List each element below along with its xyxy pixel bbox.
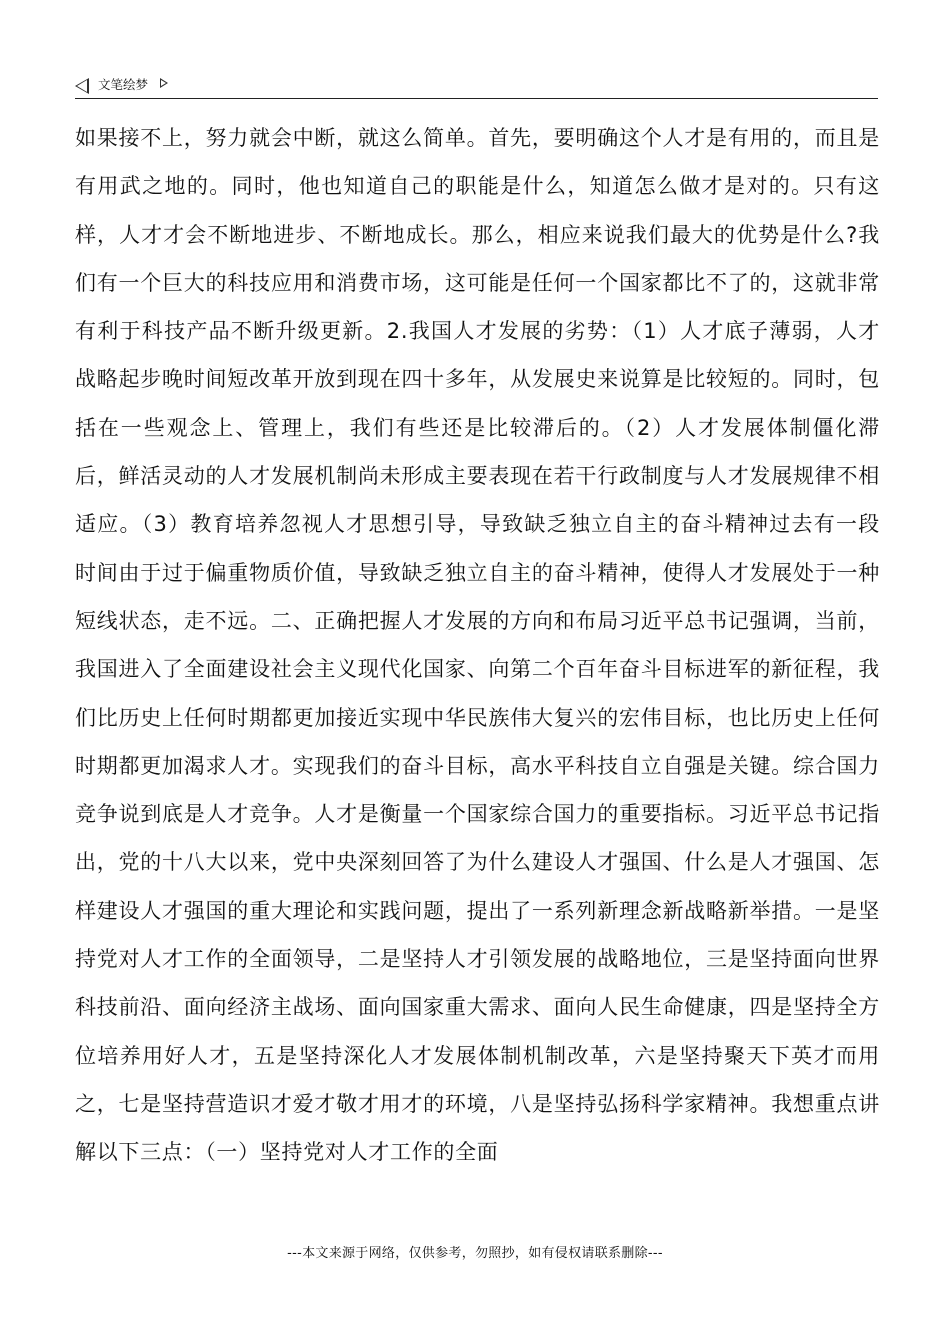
footer-disclaimer: ---本文来源于网络，仅供参考，勿照抄，如有侵权请联系删除--- [287,1246,663,1261]
page-header [75,76,878,99]
triangle-right-icon [160,78,168,88]
triangle-left-icon [75,78,89,94]
body-paragraph: 如果接不上，努力就会中断，就这么简单。首先，要明确这个人才是有用的，而且是有用武之地的。同时，他也知道自己的职能是什么，知道怎么做才是对的。只有这样，人才才会不断地进步、不断地成长。那么，相应来说我们最大的优势是什么?我们有一个巨大的科技应用和消费市场，这可能是任何一个国家都比不了的，这就非常有利于科技产品不断升级更新。2.我国人才发展的劣势：（1）人才底子薄弱，人才战略起步晚时间短改革开放到现在四十多年，从发展史来说算是比较短的。同时，包括在一些观念上、管理上，我们有些还是比较滞后的。（2）人才发展体制僵化滞后，鲜活灵动的人才发展机制尚未形成主要表现在若干行政制度与人才发展规律不相适应。（3）教育培养忽视人才思想引导，导致缺乏独立自主的奋斗精神过去有一段时间由于过于偏重物质价值，导致缺乏独立自主的奋斗精神，使得人才发展处于一种短线状态，走不远。二、正确把握人才发展的方向和布局习近平总书记强调，当前，我国进入了全面建设社会主义现代化国家、向第二个百年奋斗目标进军的新征程，我们比历史上任何时期都更加接近实现中华民族伟大复兴的宏伟目标，也比历史上任何时期都更加渴求人才。实现我们的奋斗目标，高水平科技自立自强是关键。综合国力竞争说到底是人才竞争。人才是衡量一个国家综合国力的重要指标。习近平总书记指出，党的十八大以来，党中央深刻回答了为什么建设人才强国、什么是人才强国、怎样建设人才强国的重大理论和实践问题，提出了一系列新理念新战略新举措。一是坚持党对人才工作的全面领导，二是坚持人才引领发展的战略地位，三是坚持面向世界科技前沿、面向经济主战场、面向国家重大需求、面向人民生命健康，四是坚持全方位培养用好人才，五是坚持深化人才发展体制机制改革，六是坚持聚天下英才而用之，七是坚持营造识才爱才敬才用才的环境，八是坚持弘扬科学家精神。我想重点讲解以下三点：（一）坚持党对人才工作的全面 [75,126,880,1165]
header-title: 文笔绘梦 [98,77,149,92]
